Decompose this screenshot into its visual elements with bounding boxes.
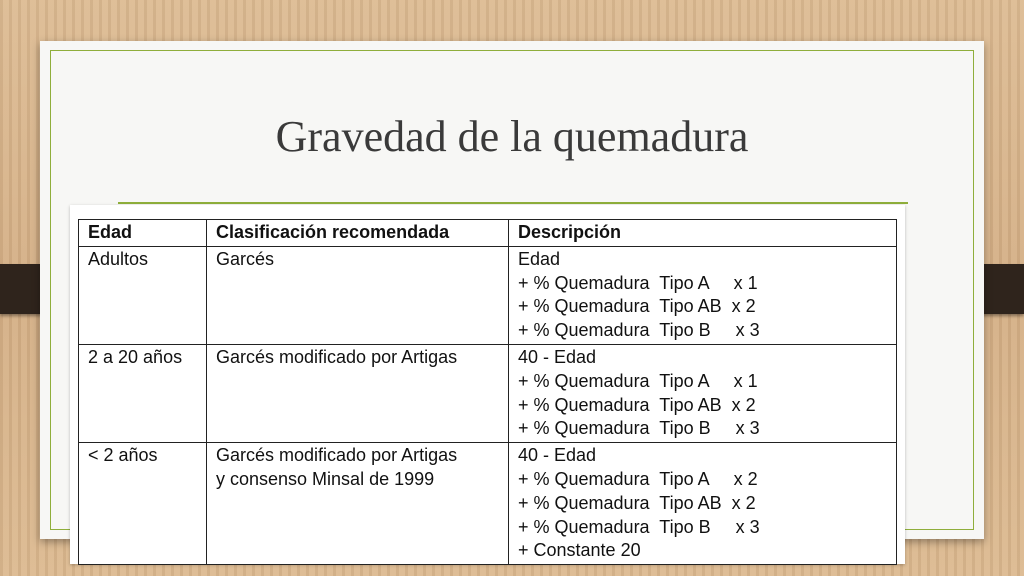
descripcion-line: + % Quemadura Tipo AB x 2 [518,394,756,415]
cell-descripcion [509,344,897,442]
table-row [79,344,897,442]
header-descripcion: Descripción [509,220,897,247]
descripcion-line: + % Quemadura Tipo AB x 2 [518,492,756,513]
cell-clasificacion [207,344,509,442]
header-edad: Edad [79,220,207,247]
table-image [70,205,905,564]
table-header-row [79,220,897,247]
cell-clasificacion [207,246,509,344]
descripcion-line: 40 - Edad [518,445,597,466]
cell-descripcion [509,246,897,344]
descripcion-line: + % Quemadura Tipo A x 1 [518,272,758,293]
descripcion-line: + % Quemadura Tipo A x 2 [518,468,758,489]
header-clasificacion: Clasificación recomendada [207,220,509,247]
classification-table [78,219,897,565]
descripcion-line: + % Quemadura Tipo B x 3 [518,516,760,537]
table-row [79,443,897,565]
cell-descripcion [509,443,897,565]
table-row [79,246,897,344]
edad-text: Adultos [88,248,149,269]
slide-title: Gravedad de la quemadura [275,112,749,161]
descripcion-line: + % Quemadura Tipo A x 1 [518,370,758,391]
cell-clasificacion [207,443,509,565]
edad-text: 2 a 20 años [88,346,183,367]
edad-text: < 2 años [88,445,158,466]
title-divider [118,202,908,204]
descripcion-line: 40 - Edad [518,346,597,367]
clasificacion-line: y consenso Minsal de 1999 [216,468,435,489]
descripcion-line: + % Quemadura Tipo B x 3 [518,418,760,439]
descripcion-line: + % Quemadura Tipo B x 3 [518,320,760,341]
cell-edad [79,344,207,442]
cell-edad [79,246,207,344]
cell-edad [79,443,207,565]
descripcion-line: Edad [518,248,561,269]
clasificacion-line: Garcés modificado por Artigas [216,445,458,466]
descripcion-line: + % Quemadura Tipo AB x 2 [518,296,756,317]
descripcion-line: + Constante 20 [518,540,641,561]
clasificacion-line: Garcés [216,248,275,269]
clasificacion-line: Garcés modificado por Artigas [216,346,458,367]
